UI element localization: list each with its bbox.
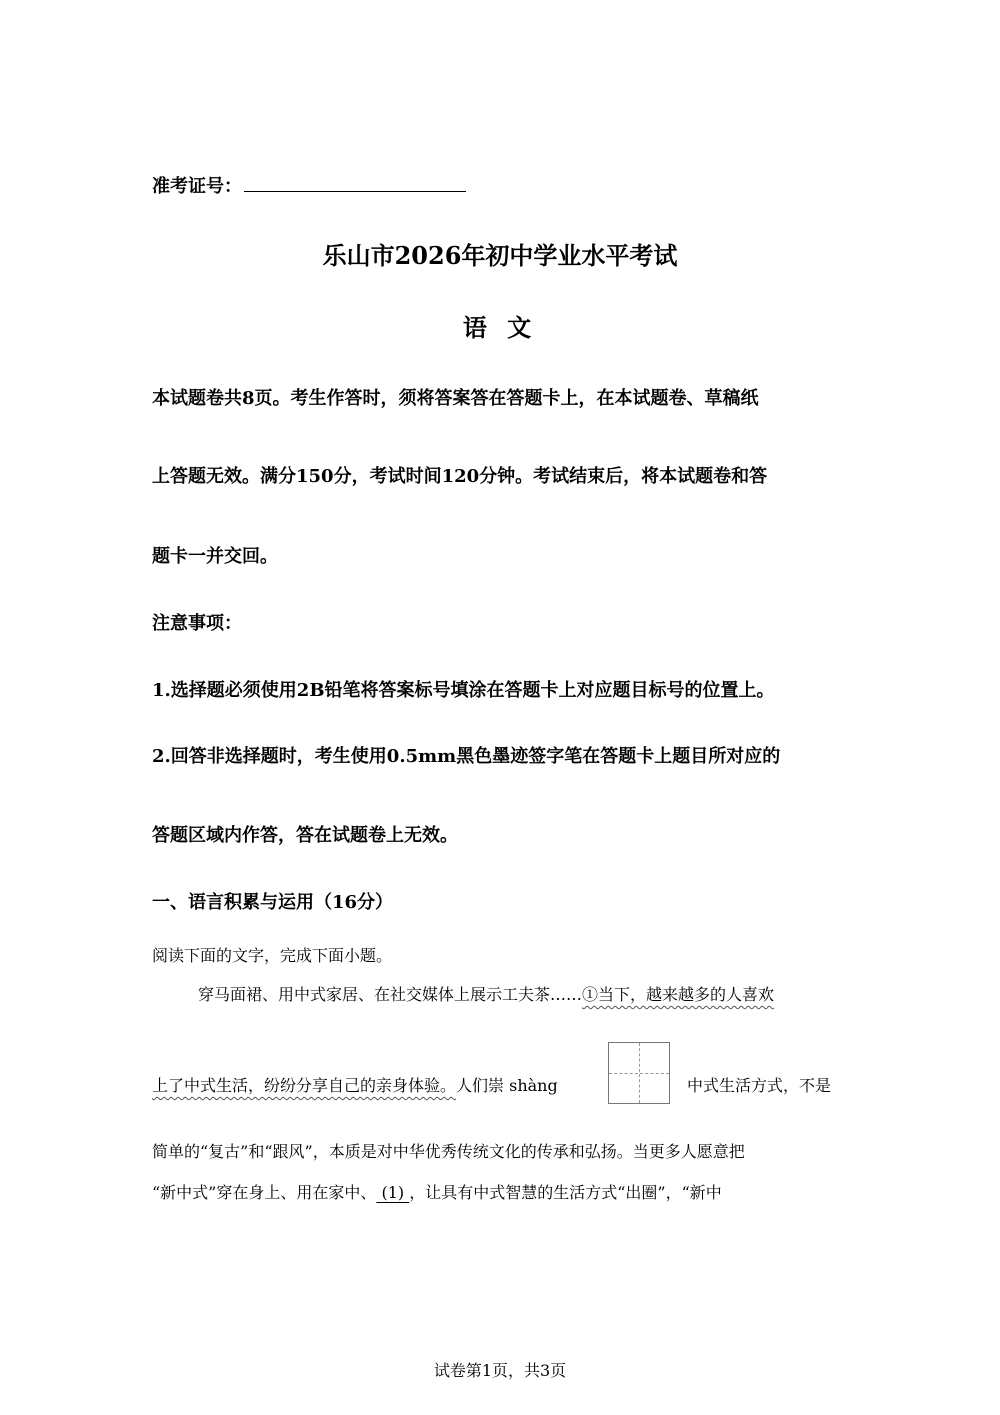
passage-line-2 — [152, 1073, 558, 1096]
blank-1[interactable]: (1) — [376, 1183, 410, 1202]
admission-number-row — [152, 172, 466, 198]
character-writing-box[interactable] — [608, 1042, 670, 1104]
admission-number-label: 准考证号： — [152, 176, 242, 197]
reading-instruction: 阅读下面的文字，完成下面小题。 — [152, 946, 393, 965]
notes-item-2-line-2: 答题区域内作答，答在试题卷上无效。 — [152, 825, 458, 846]
subject-title: 语 文 — [462, 313, 538, 342]
passage-line-4 — [152, 1180, 722, 1203]
pinyin-prompt: 人们崇 shàng — [456, 1076, 558, 1095]
notes-item-1: 1.选择题必须使用2B铅笔将答案标号填涂在答题卡上对应题目标号的位置上。 — [152, 680, 775, 701]
passage-line-1-text: 穿马面裙、用中式家居、在社交媒体上展示工夫茶…… — [198, 985, 583, 1004]
notes-item-2-line-1: 2.回答非选择题时，考生使用0.5mm黑色墨迹签字笔在答题卡上题目所对应的 — [152, 746, 781, 767]
admission-number-blank[interactable] — [244, 175, 466, 192]
sentence-1-marked-cont: 上了中式生活，纷纷分享自己的亲身体验。 — [152, 1076, 457, 1095]
sentence-1-marked: ①当下，越来越多的人喜欢 — [582, 985, 775, 1004]
exam-title: 乐山市2026年初中学业水平考试 — [322, 241, 678, 270]
passage-line-4-rest: ，让具有中式智慧的生活方式“出圈”，“新中 — [409, 1183, 722, 1202]
notes-heading: 注意事项： — [152, 613, 242, 634]
passage-line-4-text: “新中式”穿在身上、用在家中、 — [152, 1183, 377, 1202]
grid-guide-vertical — [639, 1043, 640, 1103]
passage-line-1 — [198, 982, 774, 1005]
intro-line-3: 题卡一并交回。 — [152, 546, 278, 567]
intro-line-1: 本试题卷共8页。考生作答时，须将答案答在答题卡上，在本试题卷、草稿纸 — [152, 388, 759, 409]
page-footer: 试卷第1页，共3页 — [433, 1361, 567, 1380]
passage-line-2-rest: 中式生活方式，不是 — [687, 1076, 832, 1095]
intro-line-2: 上答题无效。满分150分，考试时间120分钟。考试结束后，将本试题卷和答 — [152, 466, 768, 487]
section-1-heading: 一、语言积累与运用（16分） — [152, 892, 394, 913]
passage-line-3: 简单的“复古”和“跟风”，本质是对中华优秀传统文化的传承和弘扬。当更多人愿意把 — [152, 1142, 745, 1161]
